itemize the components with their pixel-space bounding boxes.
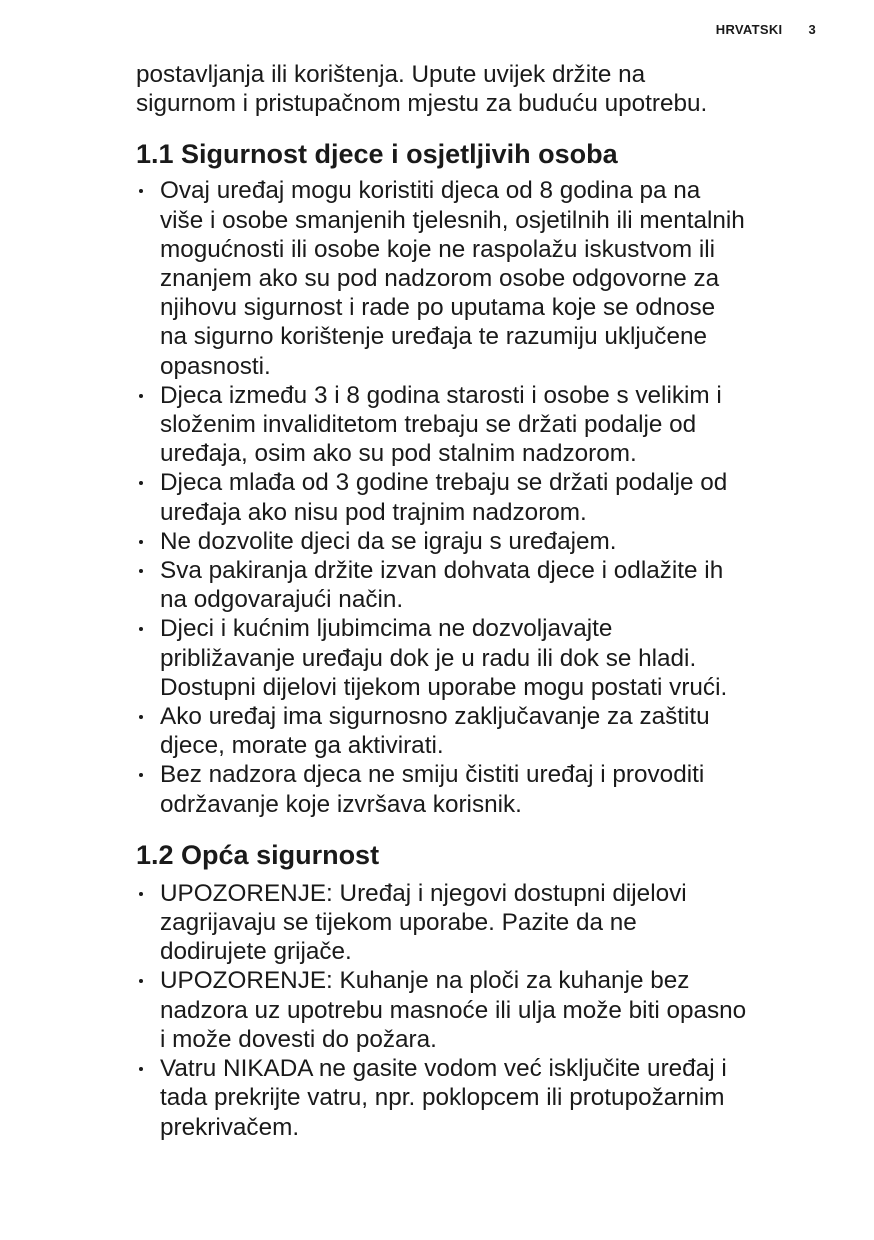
list-item-line: opasnosti. bbox=[160, 352, 271, 380]
intro-line: postavljanja ili korištenja. Upute uvijek držite na bbox=[136, 61, 646, 88]
list-item bbox=[136, 966, 826, 1054]
list-item-line: znanjem ako su pod nadzorom osobe odgovorne za bbox=[160, 265, 720, 293]
list-item-line: Bez nadzora djeca ne smiju čistiti uređaj i provoditi bbox=[160, 761, 705, 789]
intro-paragraph bbox=[136, 60, 826, 118]
list-item-line: njihovu sigurnost i rade po uputama koje se odnose bbox=[160, 294, 716, 322]
section-heading-general-safety: 1.2 Opća sigurnost bbox=[136, 839, 380, 870]
list-item-line: dodirujete grijače. bbox=[160, 938, 352, 966]
list-item bbox=[136, 468, 826, 526]
list-item-line: Djeca mlađa od 3 godine trebaju se držati podalje od bbox=[160, 469, 728, 497]
list-item-line: UPOZORENJE: Kuhanje na ploči za kuhanje bez bbox=[160, 967, 690, 995]
section-heading-child-safety: 1.1 Sigurnost djece i osjetljivih osoba bbox=[136, 139, 618, 170]
list-item bbox=[136, 381, 826, 469]
running-header bbox=[716, 22, 816, 37]
list-item bbox=[136, 1054, 826, 1142]
page-number: 3 bbox=[808, 22, 816, 37]
list-item bbox=[136, 556, 826, 614]
intro-line: sigurnom i pristupačnom mjestu za buduću upotrebu. bbox=[136, 90, 708, 118]
list-item bbox=[136, 527, 826, 556]
list-item-line: više i osobe smanjenih tjelesnih, osjetilnih ili mentalnih bbox=[160, 206, 745, 234]
list-item-line: nadzora uz upotrebu masnoće ili ulja može biti opasno bbox=[160, 996, 747, 1024]
list-item-line: Sva pakiranja držite izvan dohvata djece i odlažite ih bbox=[160, 557, 724, 585]
list-item bbox=[136, 879, 826, 967]
list-item-line: UPOZORENJE: Uređaj i njegovi dostupni dijelovi bbox=[160, 879, 687, 907]
list-item-line: na sigurno korištenje uređaja te razumiju uključene bbox=[160, 323, 707, 351]
list-item-line: zagrijavaju se tijekom uporabe. Pazite da ne bbox=[160, 909, 637, 937]
general-safety-list bbox=[136, 879, 826, 1142]
list-item-line: mogućnosti ili osobe koje ne raspolažu iskustvom ili bbox=[160, 235, 716, 263]
list-item-line: Dostupni dijelovi tijekom uporabe mogu postati vrući. bbox=[160, 673, 728, 701]
list-item-line: Djeci i kućnim ljubimcima ne dozvoljavajte bbox=[160, 615, 613, 643]
list-item-line: održavanje koje izvršava korisnik. bbox=[160, 790, 522, 818]
list-item-line: Ako uređaj ima sigurnosno zaključavanje za zaštitu bbox=[160, 703, 710, 731]
list-item-line: složenim invaliditetom trebaju se držati podalje od bbox=[160, 411, 697, 439]
list-item-line: i može dovesti do požara. bbox=[160, 1025, 437, 1053]
page-content bbox=[136, 60, 826, 1142]
child-safety-list bbox=[136, 176, 826, 818]
list-item bbox=[136, 176, 826, 380]
list-item-line: Vatru NIKADA ne gasite vodom već isključite uređaj i bbox=[160, 1055, 727, 1083]
list-item-line: tada prekrijte vatru, npr. poklopcem ili protupožarnim bbox=[160, 1084, 725, 1112]
header-language: HRVATSKI bbox=[715, 22, 783, 37]
list-item-line: Djeca između 3 i 8 godina starosti i osobe s velikim i bbox=[160, 381, 722, 409]
list-item-line: približavanje uređaju dok je u radu ili dok se hladi. bbox=[160, 644, 697, 672]
list-item-line: na odgovarajući način. bbox=[160, 586, 404, 614]
list-item bbox=[136, 614, 826, 702]
list-item-line: uređaja ako nisu pod trajnim nadzorom. bbox=[160, 498, 587, 526]
list-item-line: Ovaj uređaj mogu koristiti djeca od 8 godina pa na bbox=[160, 177, 701, 205]
list-item-line: prekrivačem. bbox=[160, 1113, 300, 1141]
list-item bbox=[136, 702, 826, 760]
list-item-line: djece, morate ga aktivirati. bbox=[160, 732, 444, 760]
list-item-line: uređaja, osim ako su pod stalnim nadzorom. bbox=[160, 440, 637, 468]
list-item-line: Ne dozvolite djeci da se igraju s uređajem. bbox=[160, 527, 617, 555]
list-item bbox=[136, 760, 826, 818]
